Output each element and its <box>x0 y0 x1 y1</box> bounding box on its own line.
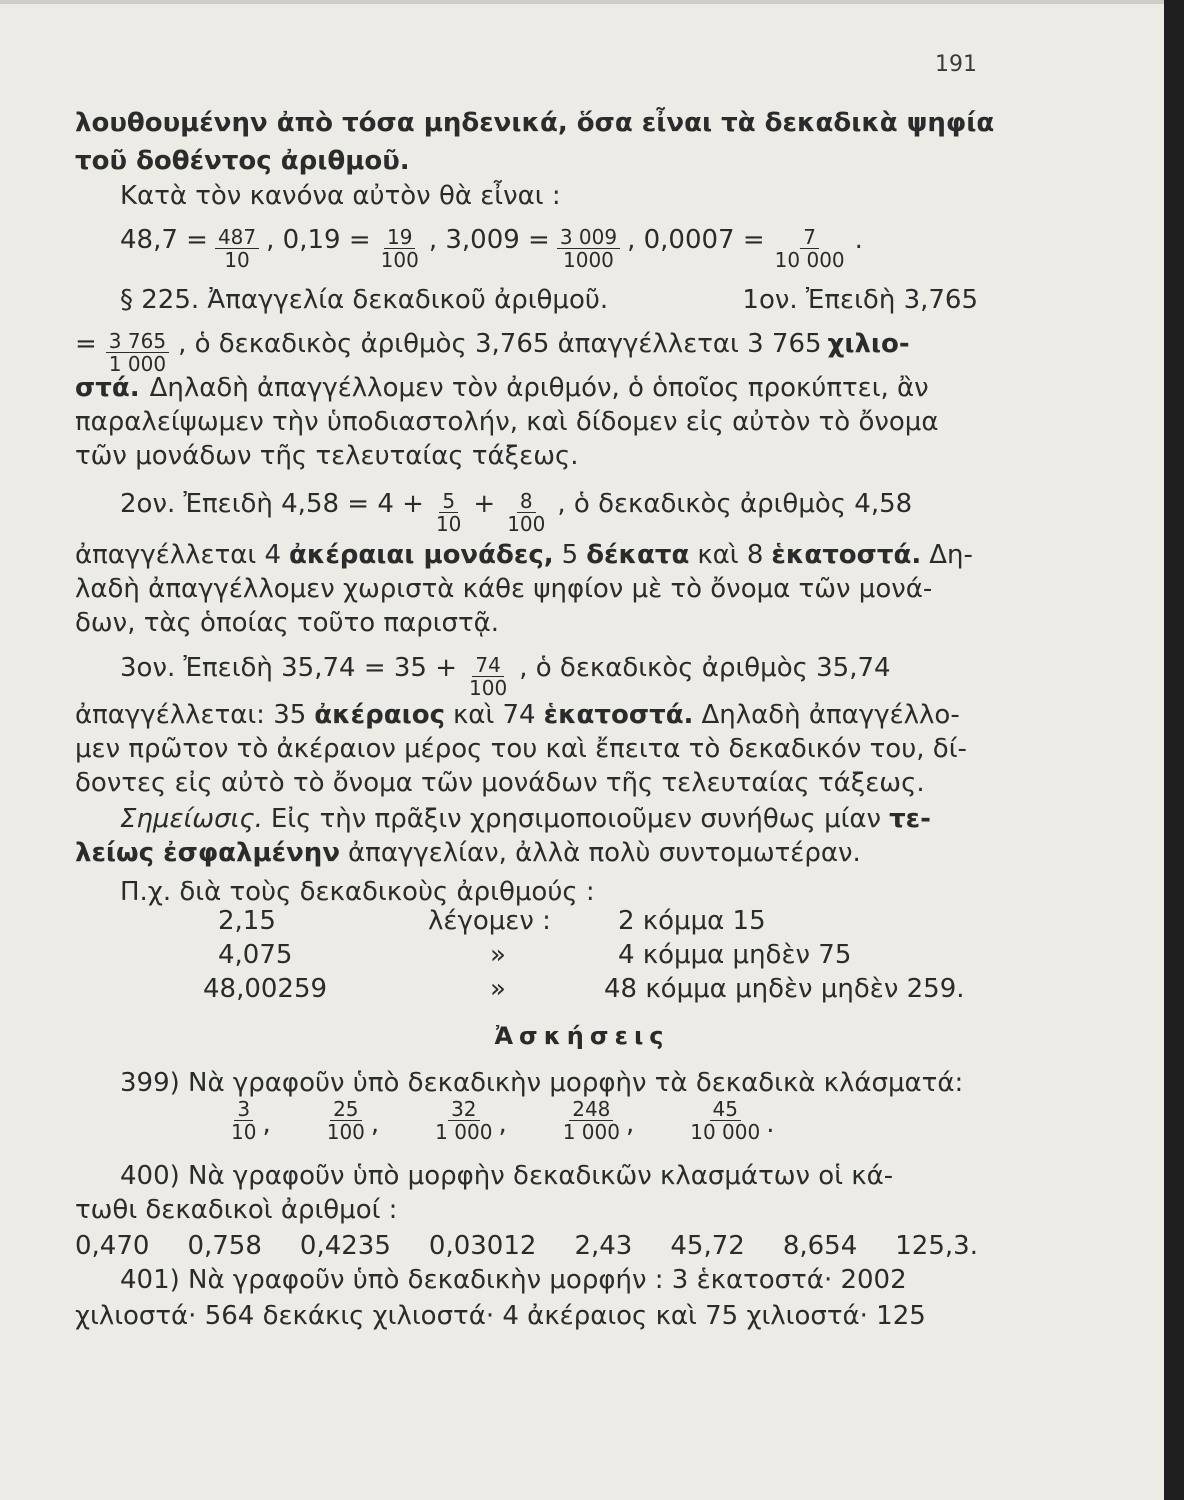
fraction-denominator: 100 <box>326 1120 365 1144</box>
separator: . <box>766 1109 775 1139</box>
fraction-numerator: 74 <box>472 654 503 677</box>
line-9-a: 2ον. Ἐπειδὴ 4,58 = 4 + <box>120 489 424 519</box>
fraction-denominator: 1 000 <box>435 1120 493 1144</box>
line-10-bold-3: ἑκατοστά. <box>771 540 922 570</box>
text-line-17 <box>120 801 978 837</box>
fraction-denominator: 1 000 <box>562 1120 620 1144</box>
text-line-18 <box>75 835 978 871</box>
plus-sign: + <box>473 489 496 519</box>
text-line-6 <box>75 370 978 406</box>
exercise-400 <box>120 1158 978 1194</box>
example-reading-1: 2 κόμμα 15 <box>618 906 766 936</box>
exercise-400-numbers <box>75 1228 978 1264</box>
line-1-text: λουθουμένην ἀπὸ τόσα μηδενικά, ὅσα εἶναι τὰ δεκαδικὰ ψηφία <box>75 108 995 138</box>
decimal-number: 2,43 <box>574 1231 633 1261</box>
fraction-denominator: 10 <box>435 512 462 536</box>
text-line-7 <box>75 404 978 440</box>
eq1-c: , 3,009 = <box>428 225 550 255</box>
text-line-9 <box>120 486 978 539</box>
text-line-14 <box>75 697 978 733</box>
separator: , <box>498 1109 507 1139</box>
note-label: Σημείωσις. <box>120 804 263 834</box>
decimal-number: 45,72 <box>670 1231 745 1261</box>
fraction-numerator: 248 <box>569 1098 613 1121</box>
decimal-number: 125,3. <box>895 1231 978 1261</box>
fraction-numerator: 7 <box>800 226 819 249</box>
example-mid-2: » <box>490 940 506 970</box>
line-14-c: καὶ 74 <box>452 700 536 730</box>
fraction-3009-1000 <box>557 226 620 271</box>
exercise-401-text: 401) Νὰ γραφοῦν ὑπὸ δεκαδικὴν μορφήν : 3 ἑκατοστά· 2002 <box>120 1265 907 1295</box>
line-6-bold: στά. <box>75 373 140 403</box>
fraction-numerator: 19 <box>384 226 415 249</box>
line-15-text: μεν πρῶτον τὸ ἀκέραιον μέρος του καὶ ἔπειτα τὸ δεκαδικόν του, δί- <box>75 734 967 764</box>
fraction-denominator: 10 000 <box>690 1120 761 1144</box>
fraction-74-100 <box>466 654 510 699</box>
fraction-numerator: 3 <box>234 1098 253 1121</box>
fraction-item <box>557 1097 635 1147</box>
line-14-bold-1: ἀκέραιος <box>314 700 445 730</box>
fraction-item <box>225 1097 271 1147</box>
fraction-numerator: 487 <box>215 226 259 249</box>
section-title: § 225. Ἀπαγγελία δεκαδικοῦ ἀριθμοῦ. <box>120 285 609 315</box>
text-line-13 <box>120 650 978 703</box>
line-18-text: ἀπαγγελίαν, ἀλλὰ πολὺ συντομωτέραν. <box>348 838 861 868</box>
decimal-number: 0,470 <box>75 1231 150 1261</box>
exercise-400-line-2 <box>75 1192 978 1228</box>
separator: , <box>625 1109 635 1139</box>
text-line-10 <box>75 537 978 573</box>
text-line-19 <box>120 874 978 910</box>
line-10-d: καὶ 8 <box>697 540 764 570</box>
text-line-2 <box>75 143 978 179</box>
line-3-text: Κατὰ τὸν κανόνα αὐτὸν θὰ εἶναι : <box>120 181 561 211</box>
section-225-heading <box>120 282 978 318</box>
line-11-text: λαδὴ ἀπαγγέλλομεν χωριστὰ κάθε ψηφίον μὲ τὸ ὄνομα τῶν μονά- <box>75 574 933 604</box>
text-line-1 <box>75 105 995 141</box>
fraction-5-10 <box>433 490 464 535</box>
equals-sign: = <box>75 329 97 359</box>
line-17-bold: τε- <box>889 804 931 834</box>
text-line-3 <box>120 178 978 214</box>
fraction-item <box>429 1097 507 1147</box>
fraction-3765-1000 <box>106 330 169 375</box>
exercise-399-fractions <box>225 1097 1083 1147</box>
line-14-d: Δηλαδὴ ἀπαγγέλλο- <box>701 700 960 730</box>
fraction-7-10000 <box>772 226 848 271</box>
exercise-399-text: 399) Νὰ γραφοῦν ὑπὸ δεκαδικὴν μορφὴν τὰ δεκαδικὰ κλάσματά: <box>120 1068 964 1098</box>
fraction-numerator: 45 <box>710 1098 741 1121</box>
fraction-numerator: 8 <box>517 490 536 513</box>
exercise-400-text: 400) Νὰ γραφοῦν ὑπὸ μορφὴν δεκαδικῶν κλασμάτων οἱ κά- <box>120 1161 894 1191</box>
line-10-bold-2: δέκατα <box>586 540 690 570</box>
fraction-denominator: 100 <box>507 512 546 536</box>
example-mid-1: λέγομεν : <box>428 906 551 936</box>
line-5-bold: χιλιο- <box>827 329 910 359</box>
fraction-19-100 <box>378 226 422 271</box>
line-6-text: Δηλαδὴ ἀπαγγέλλομεν τὸν ἀριθμόν, ὁ ὁποῖος προκύπτει, ἂν <box>149 373 929 403</box>
line-7-text: παραλείψωμεν τὴν ὑποδιαστολήν, καὶ δίδομεν εἰς αὐτὸν τὸ ὄνομα <box>75 407 939 437</box>
exercise-399 <box>120 1065 978 1101</box>
line-17-text: Εἰς τὴν πρᾶξιν χρησιμοποιοῦμεν συνήθως μίαν <box>270 804 882 834</box>
page-number: 191 <box>935 52 977 77</box>
line-10-bold-1: ἀκέραιαι μονάδες, <box>288 540 554 570</box>
text-line-16 <box>75 765 978 801</box>
exercises-heading: Ἀσκήσεις <box>494 1022 670 1050</box>
decimal-number: 0,03012 <box>428 1231 537 1261</box>
line-10-a: ἀπαγγέλλεται 4 <box>75 540 281 570</box>
fraction-denominator: 10 <box>224 248 250 272</box>
eq1-end: . <box>854 225 863 255</box>
fraction-denominator: 1000 <box>563 248 614 272</box>
fraction-item <box>684 1097 775 1147</box>
fraction-numerator: 5 <box>439 490 458 513</box>
exercise-400-text-2: τωθι δεκαδικοὶ ἀριθμοί : <box>75 1195 398 1225</box>
text-line-12 <box>75 605 978 641</box>
fraction-denominator: 100 <box>469 676 508 700</box>
line-13-b: , ὁ δεκαδικὸς ἀριθμὸς 35,74 <box>519 653 891 683</box>
example-number-3: 48,00259 <box>203 974 328 1004</box>
fraction-denominator: 10 000 <box>774 248 845 272</box>
example-reading-2: 4 κόμμα μηδὲν 75 <box>618 940 852 970</box>
page-top-edge <box>0 0 1164 4</box>
line-10-c: 5 <box>561 540 579 570</box>
fraction-8-100 <box>504 490 548 535</box>
decimal-number: 0,4235 <box>299 1231 391 1261</box>
example-mid-3: » <box>490 974 506 1004</box>
separator: , <box>370 1109 380 1139</box>
fraction-numerator: 32 <box>448 1098 479 1121</box>
fraction-487-10 <box>215 226 259 271</box>
line-19-text: Π.χ. διὰ τοὺς δεκαδικοὺς ἀριθμούς : <box>120 877 595 907</box>
fraction-denominator: 10 <box>231 1120 257 1144</box>
example-number-2: 4,075 <box>218 940 293 970</box>
line-13-a: 3ον. Ἐπειδὴ 35,74 = 35 + <box>120 653 458 683</box>
section-first-sentence: 1ον. Ἐπειδὴ 3,765 <box>742 285 978 315</box>
line-10-e: Δη- <box>929 540 973 570</box>
decimal-number: 8,654 <box>782 1231 858 1261</box>
line-18-bold: λείως ἐσφαλμένην <box>75 838 341 868</box>
exercise-401-line-2 <box>75 1298 978 1334</box>
line-5-text: , ὁ δεκαδικὸς ἀριθμὸς 3,765 ἀπαγγέλλεται 3 765 <box>178 329 822 359</box>
text-line-11 <box>75 571 978 607</box>
equation-line-1 <box>120 222 978 275</box>
page-edge-shadow <box>1164 0 1184 1500</box>
exercise-401-text-2: χιλιοστά· 564 δεκάκις χιλιοστά· 4 ἀκέραιος καὶ 75 χιλιοστά· 125 <box>75 1301 926 1331</box>
example-number-1: 2,15 <box>218 906 276 936</box>
eq1-d: , 0,0007 = <box>627 225 765 255</box>
fraction-denominator: 1 000 <box>108 352 167 376</box>
line-8-text: τῶν μονάδων τῆς τελευταίας τάξεως. <box>75 441 579 471</box>
eq1-a: 48,7 = <box>120 225 208 255</box>
decimal-number: 0,758 <box>187 1231 262 1261</box>
fraction-numerator: 25 <box>330 1098 361 1121</box>
fraction-denominator: 100 <box>380 248 419 272</box>
text-line-15 <box>75 731 978 767</box>
line-14-a: ἀπαγγέλλεται: 35 <box>75 700 307 730</box>
fraction-numerator: 3 009 <box>557 226 620 249</box>
line-14-bold-2: ἑκατοστά. <box>543 700 694 730</box>
text-line-8 <box>75 438 978 474</box>
line-12-text: δων, τὰς ὁποίας τοῦτο παριστᾷ. <box>75 608 500 638</box>
line-16-text: δοντες εἰς αὐτὸ τὸ ὄνομα τῶν μονάδων τῆς τελευταίας τάξεως. <box>75 768 925 798</box>
separator: , <box>262 1109 271 1139</box>
line-2-text: τοῦ δοθέντος ἀριθμοῦ. <box>75 146 410 176</box>
eq1-b: , 0,19 = <box>266 225 371 255</box>
line-9-b: , ὁ δεκαδικὸς ἀριθμὸς 4,58 <box>557 489 913 519</box>
example-reading-3: 48 κόμμα μηδὲν μηδὲν 259. <box>604 974 965 1004</box>
exercise-401 <box>120 1262 978 1298</box>
fraction-item <box>321 1097 380 1147</box>
fraction-numerator: 3 765 <box>106 330 169 353</box>
